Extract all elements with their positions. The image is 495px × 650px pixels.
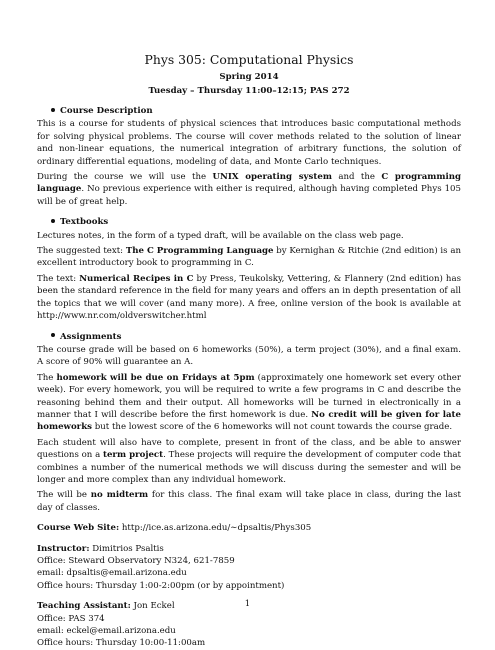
assignments-exam-paragraph: The will be no midterm for this class. The final exam will take place in class, during the last day of classes. bbox=[37, 490, 461, 513]
course-title: Phys 305: Computational Physics bbox=[144, 52, 354, 67]
textbooks-reference-paragraph: The text: Numerical Recipes in C by Press, Teukolsky, Vettering, & Flannery (2nd edition) has been the standard reference in the field for many years and offers an in depth presentation of all the topics that we will cover (and many more). A free, online version of the book is available at http://www.nr.com/oldverswitcher.html bbox=[37, 273, 461, 322]
instructor-label: Instructor: bbox=[37, 543, 90, 554]
ta-label: Teaching Assistant: bbox=[37, 601, 131, 612]
ta-hours: Office hours: Thursday 10:00-11:00am bbox=[37, 638, 206, 649]
bullet-icon bbox=[51, 219, 55, 223]
section-heading-assignments: Assignments bbox=[51, 331, 461, 343]
section-heading-description: Course Description bbox=[51, 105, 461, 117]
course-term: Spring 2014 bbox=[219, 72, 279, 82]
website-url[interactable]: http://ice.as.arizona.edu/∼dpsaltis/Phys305 bbox=[119, 523, 312, 534]
assignments-homework-paragraph: The homework will be due on Fridays at 5pm (approximately one homework set every other week). For every homework, you will be required to write a few programs in C and describe the reasoning behind them and their output. All homeworks will be turned in electronically in a manner that I will describe before the first homework is due. No credit will be given for late homeworks but the lowest score of the 6 homeworks will not count towards the course grade. bbox=[37, 372, 461, 433]
course-website bbox=[37, 522, 461, 534]
textbooks-notes-paragraph: Lectures notes, in the form of a typed draft, will be available on the class web page. bbox=[37, 230, 404, 241]
page-number: 1 bbox=[244, 599, 251, 609]
instructor-name: Dimitrios Psaltis bbox=[89, 543, 164, 554]
section-heading-textbooks: Textbooks bbox=[51, 216, 461, 228]
bullet-icon bbox=[51, 108, 55, 112]
instructor-block bbox=[37, 543, 461, 593]
bullet-icon bbox=[51, 333, 55, 337]
page-content bbox=[37, 52, 461, 650]
instructor-office: Office: Steward Observatory N324, 621-7859 bbox=[37, 556, 235, 566]
website-label: Course Web Site: bbox=[37, 523, 120, 534]
ta-name: Jon Eckel bbox=[130, 601, 175, 612]
assignments-project-paragraph: Each student will also have to complete, present in front of the class, and be able to answer questions on a term project. These projects will require the development of computer code that combines a number of the numerical methods we will discuss during the semester and will be longer and more complex than any individual homework. bbox=[37, 437, 461, 485]
ta-office: Office: PAS 374 bbox=[37, 613, 105, 624]
assignments-grading-paragraph: The course grade will be based on 6 homeworks (50%), a term project (30%), and a final exam. A score of 90% will guarantee an A. bbox=[37, 344, 461, 368]
instructor-hours: Office hours: Thursday 1:00-2:00pm (or by appointment) bbox=[37, 580, 285, 591]
course-schedule: Tuesday – Thursday 11:00–12:15; PAS 272 bbox=[148, 86, 350, 96]
description-paragraph: This is a course for students of physical sciences that introduces basic computational methods for solving physical problems. The course will cover methods related to the solution of linear and non-linear equations, the numerical integration of arbitrary functions, the solution of ordinary differential equations, modeling of data, and Monte Carlo techniques. bbox=[37, 119, 461, 167]
instructor-email[interactable]: email: dpsaltis@email.arizona.edu bbox=[37, 568, 187, 579]
textbooks-suggested-paragraph: The suggested text: The C Programming Language by Kernighan & Ritchie (2nd edition) is an excellent introductory book to programming in C. bbox=[37, 246, 461, 269]
description-tools-paragraph: During the course we will use the UNIX operating system and the C programming language. No previous experience with either is required, although having completed Phys 105 will be of great help. bbox=[37, 172, 461, 207]
ta-email[interactable]: email: eckel@email.arizona.edu bbox=[37, 626, 176, 637]
